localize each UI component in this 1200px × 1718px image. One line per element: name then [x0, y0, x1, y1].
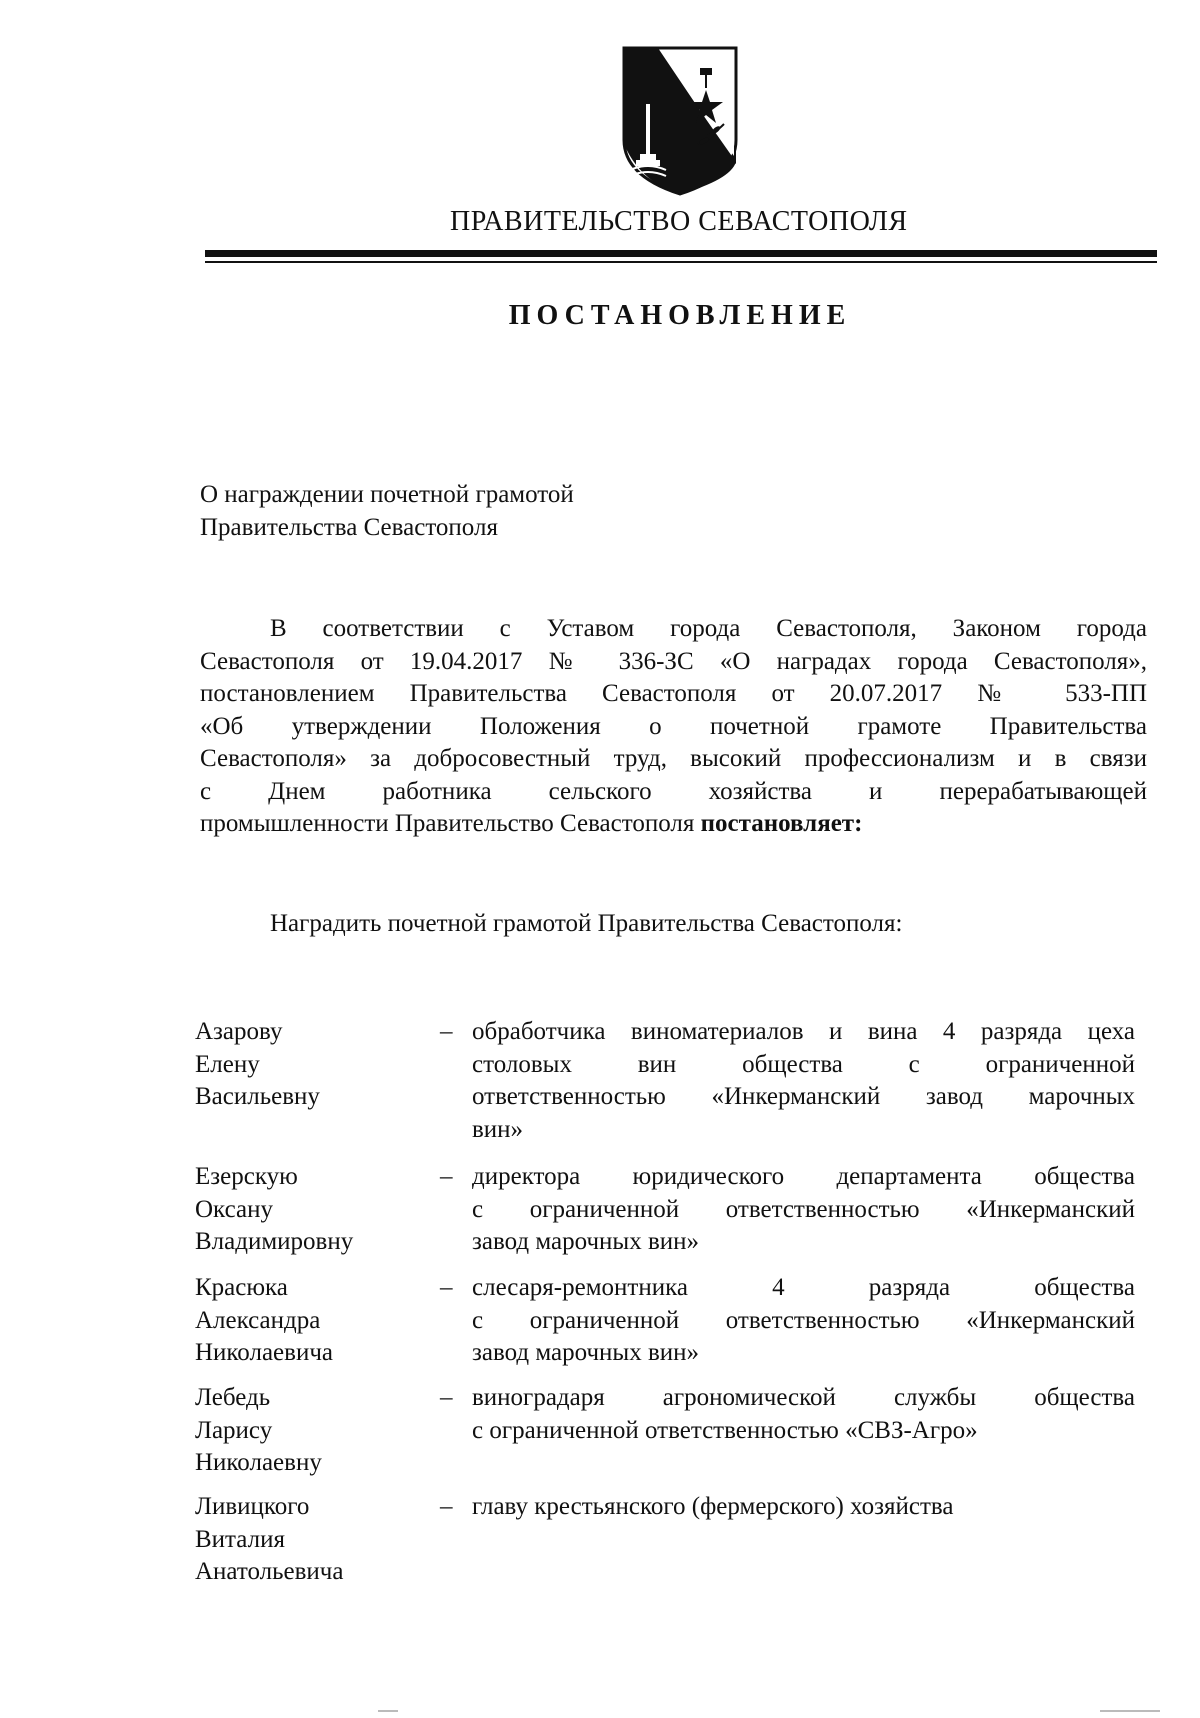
scan-artifact — [1100, 1710, 1160, 1712]
desc-line: с ограниченной ответственностью «Инкерманский — [472, 1195, 1135, 1223]
header-rule-thin — [205, 261, 1157, 263]
dash: – — [440, 1274, 453, 1301]
preamble-line-text: промышленности Правительство Севастополя — [200, 810, 695, 837]
dash: – — [440, 1384, 453, 1411]
desc-line: главу крестьянского (фермерского) хозяйства — [472, 1493, 954, 1520]
name-line: Николаевича — [195, 1339, 334, 1366]
dash: – — [440, 1493, 453, 1520]
preamble-line: с Днем работника сельского хозяйства и перерабатывающей — [200, 777, 1147, 805]
subject-line: О награждении почетной грамотой — [200, 481, 574, 508]
name-line: Ливицкого — [195, 1493, 310, 1520]
dash: – — [440, 1163, 453, 1190]
recipient-name — [195, 1382, 425, 1480]
preamble-paragraph — [200, 613, 1147, 841]
desc-line: столовых вин общества с ограниченной — [472, 1050, 1135, 1078]
recipient-name — [195, 1161, 425, 1259]
preamble-line: Севастополя от 19.04.2017 № 336-ЗС «О наградах города Севастополя», — [200, 647, 1147, 675]
desc-line: с ограниченной ответственностью «Инкерманский — [472, 1306, 1135, 1334]
name-line: Ларису — [195, 1416, 273, 1444]
desc-line: вин» — [472, 1115, 524, 1143]
name-line: Анатольевича — [195, 1558, 344, 1585]
name-line: Лебедь — [195, 1384, 271, 1411]
recipient-description — [472, 1272, 1135, 1370]
desc-line: с ограниченной ответственностью «СВЗ-Агро» — [472, 1416, 978, 1444]
preamble-line: В соответствии с Уставом города Севастополя, Законом города — [270, 615, 1147, 642]
name-line: Николаевну — [195, 1449, 322, 1476]
subject-line: Правительства Севастополя — [200, 514, 498, 541]
sevastopol-coat-of-arms-icon — [620, 44, 740, 200]
desc-line: виноградаря агрономической службы общества — [472, 1384, 1135, 1411]
desc-line: слесаря-ремонтника 4 разряда общества — [472, 1274, 1135, 1301]
recipient-description — [472, 1382, 1135, 1447]
recipient-name — [195, 1016, 425, 1114]
preamble-line: постановлением Правительства Севастополя от 20.07.2017 № 533-ПП — [200, 680, 1147, 707]
name-line: Виталия — [195, 1525, 285, 1553]
dash: – — [440, 1018, 453, 1045]
award-intro: Наградить почетной грамотой Правительства Севастополя: — [270, 910, 903, 937]
recipient-name — [195, 1272, 425, 1370]
name-line: Александра — [195, 1306, 321, 1334]
name-line: Васильевну — [195, 1083, 320, 1110]
subject-block — [200, 478, 800, 544]
name-line: Елену — [195, 1050, 260, 1078]
preamble-line-final — [200, 808, 1147, 841]
recipient-description — [472, 1491, 1135, 1524]
desc-line: обработчика виноматериалов и вина 4 разряда цеха — [472, 1018, 1135, 1045]
desc-line: ответственностью «Инкерманский завод марочных — [472, 1083, 1135, 1110]
desc-line: завод марочных вин» — [472, 1339, 700, 1366]
desc-line: завод марочных вин» — [472, 1228, 700, 1255]
name-line: Азарову — [195, 1018, 283, 1045]
name-line: Езерскую — [195, 1163, 298, 1190]
name-line: Владимировну — [195, 1228, 354, 1255]
header-rule-thick — [205, 250, 1157, 257]
recipient-name — [195, 1491, 425, 1589]
decree-verb: постановляет: — [700, 810, 863, 837]
preamble-line: Севастополя» за добросовестный труд, высокий профессионализм и в связи — [200, 745, 1147, 772]
name-line: Оксану — [195, 1195, 273, 1223]
scan-artifact — [378, 1710, 398, 1712]
recipient-description — [472, 1161, 1135, 1259]
name-line: Красюка — [195, 1274, 288, 1301]
document-type-heading: ПОСТАНОВЛЕНИЕ — [508, 300, 852, 331]
desc-line: директора юридического департамента общества — [472, 1163, 1135, 1190]
preamble-line: «Об утверждении Положения о почетной грамоте Правительства — [200, 712, 1147, 740]
recipient-description — [472, 1016, 1135, 1146]
government-title: ПРАВИТЕЛЬСТВО СЕВАСТОПОЛЯ — [450, 206, 908, 237]
